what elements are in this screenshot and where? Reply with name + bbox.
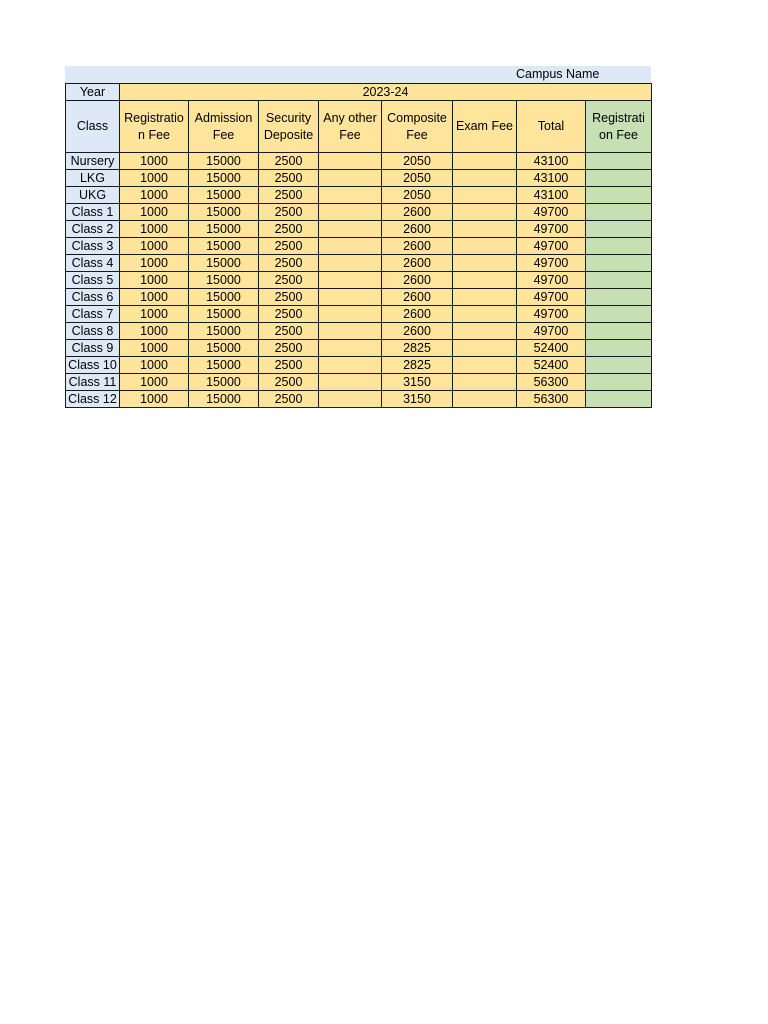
any-other-fee-cell[interactable] <box>319 357 382 374</box>
security-deposite-cell[interactable]: 2500 <box>259 221 319 238</box>
table-row <box>66 170 652 187</box>
registration-fee-cell[interactable]: 1000 <box>120 391 189 408</box>
exam-fee-cell[interactable] <box>453 391 517 408</box>
admission-fee-cell[interactable]: 15000 <box>189 255 259 272</box>
composite-fee-cell[interactable]: 2825 <box>382 340 453 357</box>
registration-fee-cell[interactable]: 1000 <box>120 340 189 357</box>
exam-fee-cell[interactable] <box>453 272 517 289</box>
exam-fee-cell[interactable] <box>453 153 517 170</box>
any-other-fee-cell[interactable] <box>319 340 382 357</box>
exam-fee-cell[interactable] <box>453 187 517 204</box>
campus-registration-fee-cell[interactable] <box>586 340 652 357</box>
admission-fee-cell[interactable]: 15000 <box>189 391 259 408</box>
exam-fee-cell[interactable] <box>453 170 517 187</box>
campus-registration-fee-cell[interactable] <box>586 374 652 391</box>
security-deposite-cell[interactable]: 2500 <box>259 170 319 187</box>
class-cell[interactable]: Class 10 <box>66 357 120 374</box>
class-cell[interactable]: Class 8 <box>66 323 120 340</box>
total-cell[interactable]: 56300 <box>517 391 586 408</box>
exam-fee-cell[interactable] <box>453 340 517 357</box>
header-admission-fee[interactable]: Admission Fee <box>189 101 259 153</box>
admission-fee-cell[interactable]: 15000 <box>189 357 259 374</box>
composite-fee-cell[interactable]: 2600 <box>382 306 453 323</box>
security-deposite-cell[interactable]: 2500 <box>259 153 319 170</box>
table-row <box>66 340 652 357</box>
any-other-fee-cell[interactable] <box>319 238 382 255</box>
admission-fee-cell[interactable]: 15000 <box>189 221 259 238</box>
security-deposite-cell[interactable]: 2500 <box>259 204 319 221</box>
admission-fee-cell[interactable]: 15000 <box>189 306 259 323</box>
header-class[interactable]: Class <box>66 101 120 153</box>
any-other-fee-cell[interactable] <box>319 374 382 391</box>
class-cell[interactable]: Class 3 <box>66 238 120 255</box>
class-cell[interactable]: Class 4 <box>66 255 120 272</box>
year-row <box>66 84 652 101</box>
registration-fee-cell[interactable]: 1000 <box>120 323 189 340</box>
exam-fee-cell[interactable] <box>453 306 517 323</box>
registration-fee-cell[interactable]: 1000 <box>120 374 189 391</box>
class-cell[interactable]: Class 9 <box>66 340 120 357</box>
any-other-fee-cell[interactable] <box>319 391 382 408</box>
any-other-fee-cell[interactable] <box>319 221 382 238</box>
class-cell[interactable]: UKG <box>66 187 120 204</box>
admission-fee-cell[interactable]: 15000 <box>189 238 259 255</box>
total-cell[interactable]: 49700 <box>517 238 586 255</box>
header-exam-fee[interactable]: Exam Fee <box>453 101 517 153</box>
campus-registration-fee-cell[interactable] <box>586 238 652 255</box>
campus-registration-fee-cell[interactable] <box>586 272 652 289</box>
campus-name-bar <box>65 66 651 83</box>
class-cell[interactable]: Class 12 <box>66 391 120 408</box>
class-cell[interactable]: LKG <box>66 170 120 187</box>
security-deposite-cell[interactable]: 2500 <box>259 238 319 255</box>
registration-fee-cell[interactable]: 1000 <box>120 187 189 204</box>
composite-fee-cell[interactable]: 2600 <box>382 272 453 289</box>
exam-fee-cell[interactable] <box>453 289 517 306</box>
security-deposite-cell[interactable]: 2500 <box>259 391 319 408</box>
any-other-fee-cell[interactable] <box>319 204 382 221</box>
campus-name-label: Campus Name <box>516 67 600 81</box>
admission-fee-cell[interactable]: 15000 <box>189 340 259 357</box>
any-other-fee-cell[interactable] <box>319 289 382 306</box>
registration-fee-cell[interactable]: 1000 <box>120 357 189 374</box>
exam-fee-cell[interactable] <box>453 323 517 340</box>
campus-registration-fee-cell[interactable] <box>586 306 652 323</box>
composite-fee-cell[interactable]: 2600 <box>382 323 453 340</box>
campus-registration-fee-cell[interactable] <box>586 170 652 187</box>
any-other-fee-cell[interactable] <box>319 170 382 187</box>
table-row <box>66 153 652 170</box>
total-cell[interactable]: 56300 <box>517 374 586 391</box>
exam-fee-cell[interactable] <box>453 204 517 221</box>
table-row <box>66 187 652 204</box>
table-row <box>66 204 652 221</box>
any-other-fee-cell[interactable] <box>319 153 382 170</box>
any-other-fee-cell[interactable] <box>319 272 382 289</box>
header-registration-fee-campus[interactable]: Registrati on Fee <box>586 101 652 153</box>
table-row <box>66 323 652 340</box>
class-cell[interactable]: Class 11 <box>66 374 120 391</box>
registration-fee-cell[interactable]: 1000 <box>120 153 189 170</box>
any-other-fee-cell[interactable] <box>319 255 382 272</box>
composite-fee-cell[interactable]: 3150 <box>382 374 453 391</box>
security-deposite-cell[interactable]: 2500 <box>259 306 319 323</box>
total-cell[interactable]: 49700 <box>517 272 586 289</box>
class-cell[interactable]: Class 2 <box>66 221 120 238</box>
composite-fee-cell[interactable]: 2825 <box>382 357 453 374</box>
table-row <box>66 272 652 289</box>
admission-fee-cell[interactable]: 15000 <box>189 323 259 340</box>
fee-sheet <box>65 66 652 408</box>
table-row <box>66 306 652 323</box>
campus-registration-fee-cell[interactable] <box>586 255 652 272</box>
registration-fee-cell[interactable]: 1000 <box>120 238 189 255</box>
campus-registration-fee-cell[interactable] <box>586 153 652 170</box>
table-row <box>66 374 652 391</box>
total-cell[interactable]: 49700 <box>517 204 586 221</box>
total-cell[interactable]: 43100 <box>517 153 586 170</box>
admission-fee-cell[interactable]: 15000 <box>189 289 259 306</box>
registration-fee-cell[interactable]: 1000 <box>120 255 189 272</box>
exam-fee-cell[interactable] <box>453 255 517 272</box>
header-total[interactable]: Total <box>517 101 586 153</box>
year-value-cell[interactable]: 2023-24 <box>120 84 652 101</box>
registration-fee-cell[interactable]: 1000 <box>120 306 189 323</box>
table-row <box>66 221 652 238</box>
admission-fee-cell[interactable]: 15000 <box>189 187 259 204</box>
header-security-deposite[interactable]: Security Deposite <box>259 101 319 153</box>
table-row <box>66 238 652 255</box>
table-row <box>66 255 652 272</box>
admission-fee-cell[interactable]: 15000 <box>189 170 259 187</box>
total-cell[interactable]: 49700 <box>517 221 586 238</box>
campus-registration-fee-cell[interactable] <box>586 221 652 238</box>
registration-fee-cell[interactable]: 1000 <box>120 221 189 238</box>
security-deposite-cell[interactable]: 2500 <box>259 374 319 391</box>
composite-fee-cell[interactable]: 2600 <box>382 221 453 238</box>
total-cell[interactable]: 52400 <box>517 357 586 374</box>
registration-fee-cell[interactable]: 1000 <box>120 204 189 221</box>
admission-fee-cell[interactable]: 15000 <box>189 272 259 289</box>
security-deposite-cell[interactable]: 2500 <box>259 289 319 306</box>
any-other-fee-cell[interactable] <box>319 306 382 323</box>
total-cell[interactable]: 49700 <box>517 306 586 323</box>
exam-fee-cell[interactable] <box>453 357 517 374</box>
class-cell[interactable]: Class 6 <box>66 289 120 306</box>
year-label-cell[interactable]: Year <box>66 84 120 101</box>
total-cell[interactable]: 49700 <box>517 255 586 272</box>
class-cell[interactable]: Class 1 <box>66 204 120 221</box>
composite-fee-cell[interactable]: 2600 <box>382 238 453 255</box>
security-deposite-cell[interactable]: 2500 <box>259 187 319 204</box>
security-deposite-cell[interactable]: 2500 <box>259 255 319 272</box>
composite-fee-cell[interactable]: 2600 <box>382 255 453 272</box>
admission-fee-cell[interactable]: 15000 <box>189 153 259 170</box>
composite-fee-cell[interactable]: 3150 <box>382 391 453 408</box>
header-any-other-fee[interactable]: Any other Fee <box>319 101 382 153</box>
security-deposite-cell[interactable]: 2500 <box>259 357 319 374</box>
composite-fee-cell[interactable]: 2600 <box>382 204 453 221</box>
admission-fee-cell[interactable]: 15000 <box>189 204 259 221</box>
campus-registration-fee-cell[interactable] <box>586 187 652 204</box>
header-row <box>66 101 652 153</box>
security-deposite-cell[interactable]: 2500 <box>259 340 319 357</box>
campus-registration-fee-cell[interactable] <box>586 323 652 340</box>
campus-registration-fee-cell[interactable] <box>586 357 652 374</box>
registration-fee-cell[interactable]: 1000 <box>120 272 189 289</box>
exam-fee-cell[interactable] <box>453 374 517 391</box>
total-cell[interactable]: 49700 <box>517 289 586 306</box>
table-row <box>66 357 652 374</box>
any-other-fee-cell[interactable] <box>319 187 382 204</box>
campus-registration-fee-cell[interactable] <box>586 289 652 306</box>
total-cell[interactable]: 43100 <box>517 170 586 187</box>
security-deposite-cell[interactable]: 2500 <box>259 323 319 340</box>
campus-registration-fee-cell[interactable] <box>586 204 652 221</box>
any-other-fee-cell[interactable] <box>319 323 382 340</box>
exam-fee-cell[interactable] <box>453 238 517 255</box>
composite-fee-cell[interactable]: 2050 <box>382 170 453 187</box>
table-row <box>66 289 652 306</box>
total-cell[interactable]: 52400 <box>517 340 586 357</box>
total-cell[interactable]: 43100 <box>517 187 586 204</box>
fee-table <box>65 83 652 408</box>
class-cell[interactable]: Class 7 <box>66 306 120 323</box>
class-cell[interactable]: Nursery <box>66 153 120 170</box>
security-deposite-cell[interactable]: 2500 <box>259 272 319 289</box>
class-cell[interactable]: Class 5 <box>66 272 120 289</box>
admission-fee-cell[interactable]: 15000 <box>189 374 259 391</box>
composite-fee-cell[interactable]: 2050 <box>382 187 453 204</box>
campus-registration-fee-cell[interactable] <box>586 391 652 408</box>
header-composite-fee[interactable]: Composite Fee <box>382 101 453 153</box>
registration-fee-cell[interactable]: 1000 <box>120 170 189 187</box>
registration-fee-cell[interactable]: 1000 <box>120 289 189 306</box>
total-cell[interactable]: 49700 <box>517 323 586 340</box>
table-row <box>66 391 652 408</box>
composite-fee-cell[interactable]: 2050 <box>382 153 453 170</box>
header-registration-fee[interactable]: Registratio n Fee <box>120 101 189 153</box>
composite-fee-cell[interactable]: 2600 <box>382 289 453 306</box>
exam-fee-cell[interactable] <box>453 221 517 238</box>
